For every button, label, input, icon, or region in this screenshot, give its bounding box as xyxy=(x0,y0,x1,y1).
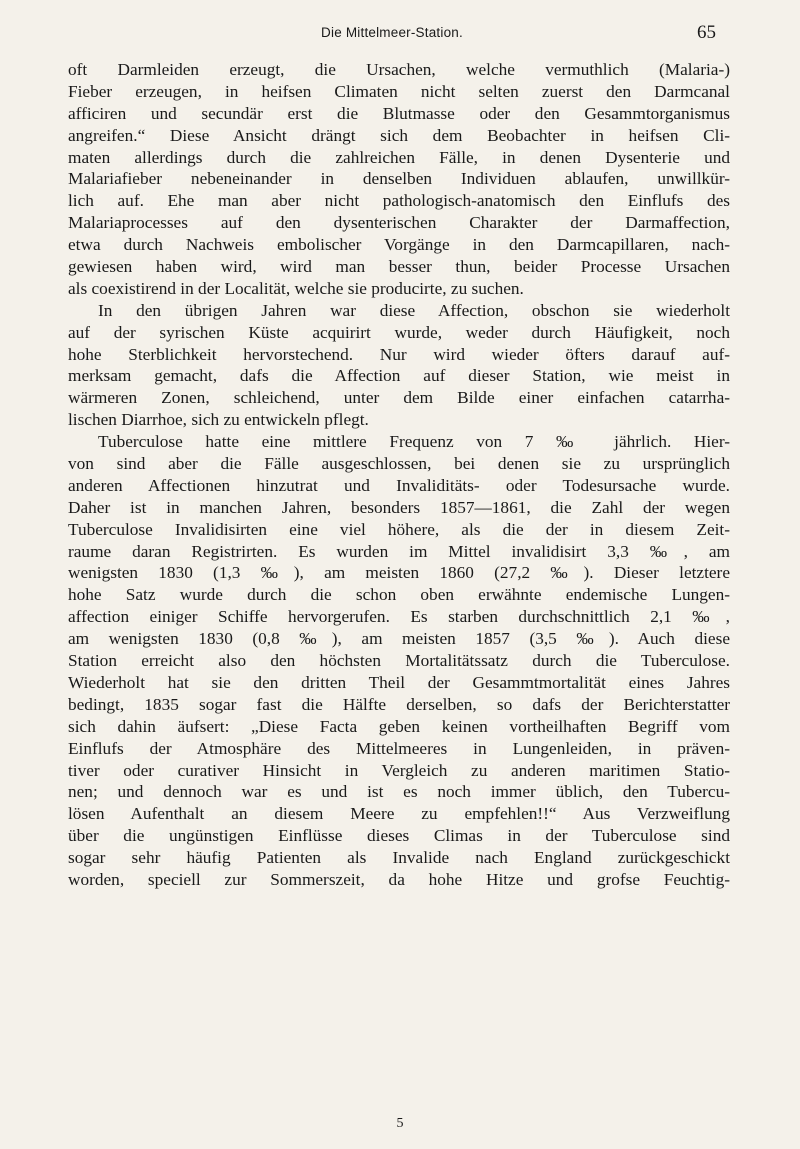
signature-mark: 5 xyxy=(396,1116,404,1131)
text-line: maten allerdings durch die zahlreichen Fälle, in denen Dysenterie und xyxy=(68,147,730,167)
text-line: lischen Diarrhoe, sich zu entwickeln pflegt. xyxy=(68,410,369,430)
text-line: sogar sehr häufig Patienten als Invalide nach England zurückgeschickt xyxy=(68,848,730,868)
text-line: oft Darmleiden erzeugt, die Ursachen, welche vermuthlich (Malaria-) xyxy=(68,60,730,79)
text-line: angreifen.“ Diese Ansicht drängt sich dem Beobachter in heifsen Cli- xyxy=(68,125,730,145)
text-line: als coexistirend in der Localität, welche sie producirte, zu suchen. xyxy=(68,278,524,298)
text-line: Einflufs der Atmosphäre des Mittelmeeres in Lungenleiden, in präven- xyxy=(68,738,730,758)
text-line: affection einiger Schiffe hervorgerufen. Es starben durchschnittlich 2,1 ‰, xyxy=(68,607,730,627)
text-line: afficiren und secundär erst die Blutmasse oder den Gesammtorganismus xyxy=(68,103,730,123)
text-line: lösen Aufenthalt an diesem Meere zu empfehlen!!“ Aus Verzweiflung xyxy=(68,804,730,824)
text-line: Tuberculose Invalidisirten eine viel höhere, als die der in diesem Zeit- xyxy=(68,519,730,539)
text-line: Daher ist in manchen Jahren, besonders 1857—1861, die Zahl der wegen xyxy=(68,497,730,517)
text-line: hohe Satz wurde durch die schon oben erwähnte endemische Lungen- xyxy=(68,585,730,605)
text-line: lich auf. Ehe man aber nicht pathologisch-anatomisch den Einflufs des xyxy=(68,191,730,211)
text-line: etwa durch Nachweis embolischer Vorgänge in den Darmcapillaren, nach- xyxy=(68,235,730,255)
text-line: wenigsten 1830 (1,3 ‰), am meisten 1860 (27,2 ‰). Dieser letztere xyxy=(68,563,730,583)
text-line: merksam gemacht, dafs die Affection auf dieser Station, wie meist in xyxy=(68,366,730,386)
running-title: Die Mittelmeer-Station. xyxy=(321,25,463,40)
text-line: bedingt, 1835 sogar fast die Hälfte derselben, so dafs der Berichterstatter xyxy=(68,694,730,714)
text-line: von sind aber die Fälle ausgeschlossen, bei denen sie zu ursprünglich xyxy=(68,454,730,474)
text-line: am wenigsten 1830 (0,8 ‰), am meisten 1857 (3,5 ‰). Auch diese xyxy=(68,629,730,649)
text-line: In den übrigen Jahren war diese Affection, obschon sie wiederholt xyxy=(98,300,730,320)
text-line: anderen Affectionen hinzutrat und Invaliditäts- oder Todesursache wurde. xyxy=(68,475,730,495)
text-line: nen; und dennoch war es und ist es noch immer üblich, den Tubercu- xyxy=(68,782,730,802)
text-line: auf der syrischen Küste acquirirt wurde, weder durch Häufigkeit, noch xyxy=(68,322,730,342)
text-line: hohe Sterblichkeit hervorstechend. Nur wird wieder öfters darauf auf- xyxy=(68,344,730,364)
text-line: Fieber erzeugen, in heifsen Climaten nicht selten zuerst den Darmcanal xyxy=(68,81,730,101)
page-number: 65 xyxy=(697,22,716,43)
text-line: Wiederholt hat sie den dritten Theil der Gesammtmortalität eines Jahres xyxy=(68,672,730,692)
text-line: wärmeren Zonen, schleichend, unter dem Bilde einer einfachen catarrha- xyxy=(68,388,730,408)
text-line: Malariafieber nebeneinander in denselben Individuen ablaufen, unwillkür- xyxy=(68,169,730,189)
text-line: gewiesen haben wird, wird man besser thun, beider Processe Ursachen xyxy=(68,257,730,277)
text-line: über die ungünstigen Einflüsse dieses Climas in der Tuberculose sind xyxy=(68,826,730,846)
text-line: Tuberculose hatte eine mittlere Frequenz von 7 ‰ jährlich. Hier- xyxy=(98,432,730,452)
text-line: sich dahin äufsert: „Diese Facta geben keinen vortheilhaften Begriff vom xyxy=(68,716,730,736)
body-text xyxy=(68,59,730,891)
text-line: raume daran Registrirten. Es wurden im Mittel invalidisirt 3,3 ‰, am xyxy=(68,541,730,561)
text-line: Station erreicht also den höchsten Mortalitätssatz durch die Tuberculose. xyxy=(68,651,730,671)
text-line: worden, speciell zur Sommerszeit, da hohe Hitze und grofse Feuchtig- xyxy=(68,869,730,889)
text-line: Malariaprocesses auf den dysenterischen Charakter der Darmaffection, xyxy=(68,213,730,233)
page-header xyxy=(68,22,716,48)
text-line: tiver oder curativer Hinsicht in Vergleich zu anderen maritimen Statio- xyxy=(68,760,730,780)
